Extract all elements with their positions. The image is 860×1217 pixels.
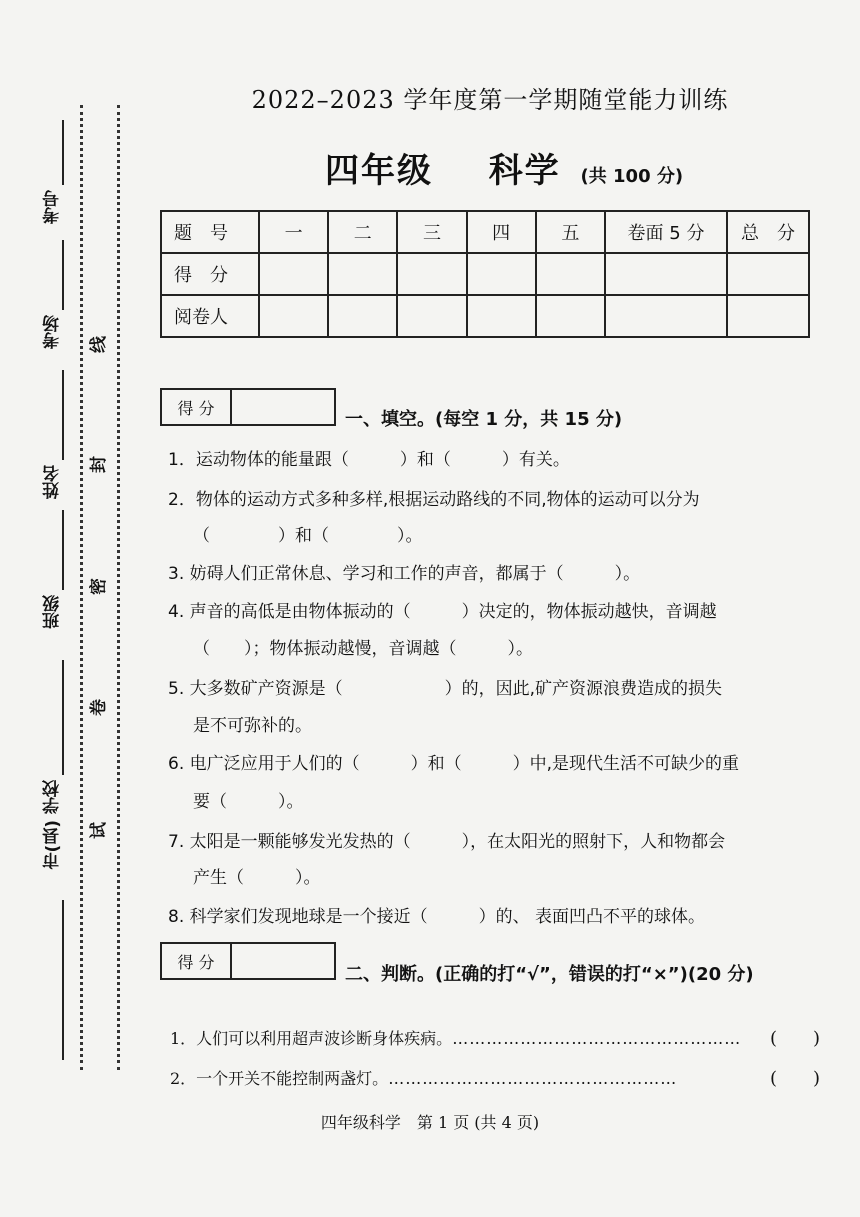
question-6-cont: 要（ ）。 [193, 792, 304, 812]
seal-char: 试 [89, 822, 109, 839]
score-cell[interactable] [328, 253, 397, 295]
judge-item-1 [170, 1026, 741, 1049]
score-table-row [161, 253, 809, 295]
score-cell[interactable] [467, 295, 536, 337]
score-table-header: 卷面 5 分 [605, 211, 727, 253]
subject-label: 科学 [488, 151, 561, 191]
blank-line [62, 120, 64, 185]
question-4: 4. 声音的高低是由物体振动的（ ）决定的，物体振动越快，音调越 [168, 602, 717, 622]
blank-line [62, 900, 64, 1060]
score-cell[interactable] [467, 253, 536, 295]
score-cell[interactable] [727, 253, 809, 295]
question-4-cont: （ ）；物体振动越慢，音调越（ ）。 [193, 639, 533, 659]
score-box-label: 得 分 [162, 390, 232, 424]
total-score-label: (共 100 分) [580, 166, 684, 187]
question-2-cont: （ ）和（ ）。 [193, 526, 423, 546]
judge-item-text: 1．人们可以利用超声波诊断身体疾病。 [170, 1029, 453, 1048]
score-cell[interactable] [397, 253, 466, 295]
judge-item-text: 2．一个开关不能控制两盏灯。 [170, 1069, 389, 1088]
binding-field-exam-number: 考号 [43, 190, 63, 224]
seal-char: 线 [89, 336, 109, 353]
score-cell[interactable] [605, 253, 727, 295]
score-cell[interactable] [259, 253, 328, 295]
score-cell[interactable] [536, 253, 605, 295]
score-cell[interactable] [536, 295, 605, 337]
section-score-box [160, 942, 336, 980]
question-6: 6. 电广泛应用于人们的（ ）和（ ）中,是现代生活不可缺少的重 [168, 754, 740, 774]
score-table-header: 四 [467, 211, 536, 253]
score-table-header-row [161, 211, 809, 253]
page-footer: 四年级科学 第 1 页 (共 4 页) [320, 1113, 540, 1132]
question-7: 7. 太阳是一颗能够发光发热的（ ），在太阳光的照射下，人和物都会 [168, 832, 726, 852]
section-1-title: 一、填空。(每空 1 分，共 15 分) [345, 409, 623, 430]
question-5-cont: 是不可弥补的。 [193, 716, 312, 736]
section-2-title: 二、判断。(正确的打“√”，错误的打“×”)(20 分) [345, 964, 754, 985]
page-title: 2022–2023 学年度第一学期随堂能力训练 [251, 86, 729, 114]
question-5: 5. 大多数矿产资源是（ ）的，因此,矿产资源浪费造成的损失 [168, 679, 723, 699]
question-7-cont: 产生（ ）。 [193, 868, 321, 888]
binding-field-name: 姓名 [43, 465, 63, 499]
dot-leader: …………………………………………… [452, 1029, 742, 1048]
score-box-label: 得 分 [162, 944, 232, 978]
score-table-header: 三 [397, 211, 466, 253]
dot-leader: …………………………………………… [388, 1069, 678, 1088]
grade-label: 四年级 [325, 151, 433, 191]
score-box-field[interactable] [232, 390, 334, 424]
score-cell[interactable] [328, 295, 397, 337]
dotted-seal-line [117, 105, 120, 1070]
score-cell[interactable] [397, 295, 466, 337]
score-cell[interactable] [605, 295, 727, 337]
score-table-row [161, 295, 809, 337]
grade-subject-title [325, 143, 683, 192]
question-2: 2．物体的运动方式多种多样,根据运动路线的不同,物体的运动可以分为 [168, 490, 700, 510]
question-3: 3. 妨碍人们正常休息、学习和工作的声音，都属于（ ）。 [168, 564, 641, 584]
binding-margin [0, 0, 125, 1217]
section-score-box [160, 388, 336, 426]
blank-line [62, 240, 64, 310]
binding-field-class: 班级 [43, 595, 63, 629]
score-box-field[interactable] [232, 944, 334, 978]
blank-line [62, 370, 64, 460]
binding-field-city-school: 市(县) 学校 [43, 780, 63, 870]
score-table-header: 五 [536, 211, 605, 253]
score-cell[interactable] [259, 295, 328, 337]
seal-char: 密 [89, 578, 109, 595]
answer-paren[interactable]: ( ) [770, 1068, 821, 1089]
seal-char: 封 [89, 456, 109, 473]
judge-item-2 [170, 1066, 677, 1089]
question-8: 8. 科学家们发现地球是一个接近（ ）的、 表面凹凸不平的球体。 [168, 907, 706, 927]
answer-paren[interactable]: ( ) [770, 1028, 821, 1049]
score-cell[interactable] [727, 295, 809, 337]
question-1: 1．运动物体的能量跟（ ）和（ ）有关。 [168, 450, 570, 470]
seal-char: 卷 [89, 699, 109, 716]
score-table-header: 总 分 [727, 211, 809, 253]
score-table-row-label: 阅卷人 [161, 295, 259, 337]
score-table-header: 二 [328, 211, 397, 253]
blank-line [62, 660, 64, 775]
score-table-header: 题 号 [161, 211, 259, 253]
score-table-row-label: 得 分 [161, 253, 259, 295]
blank-line [62, 510, 64, 590]
dotted-seal-line [80, 105, 83, 1070]
score-table-header: 一 [259, 211, 328, 253]
score-table [160, 210, 810, 338]
binding-field-exam-room: 考场 [43, 315, 63, 349]
